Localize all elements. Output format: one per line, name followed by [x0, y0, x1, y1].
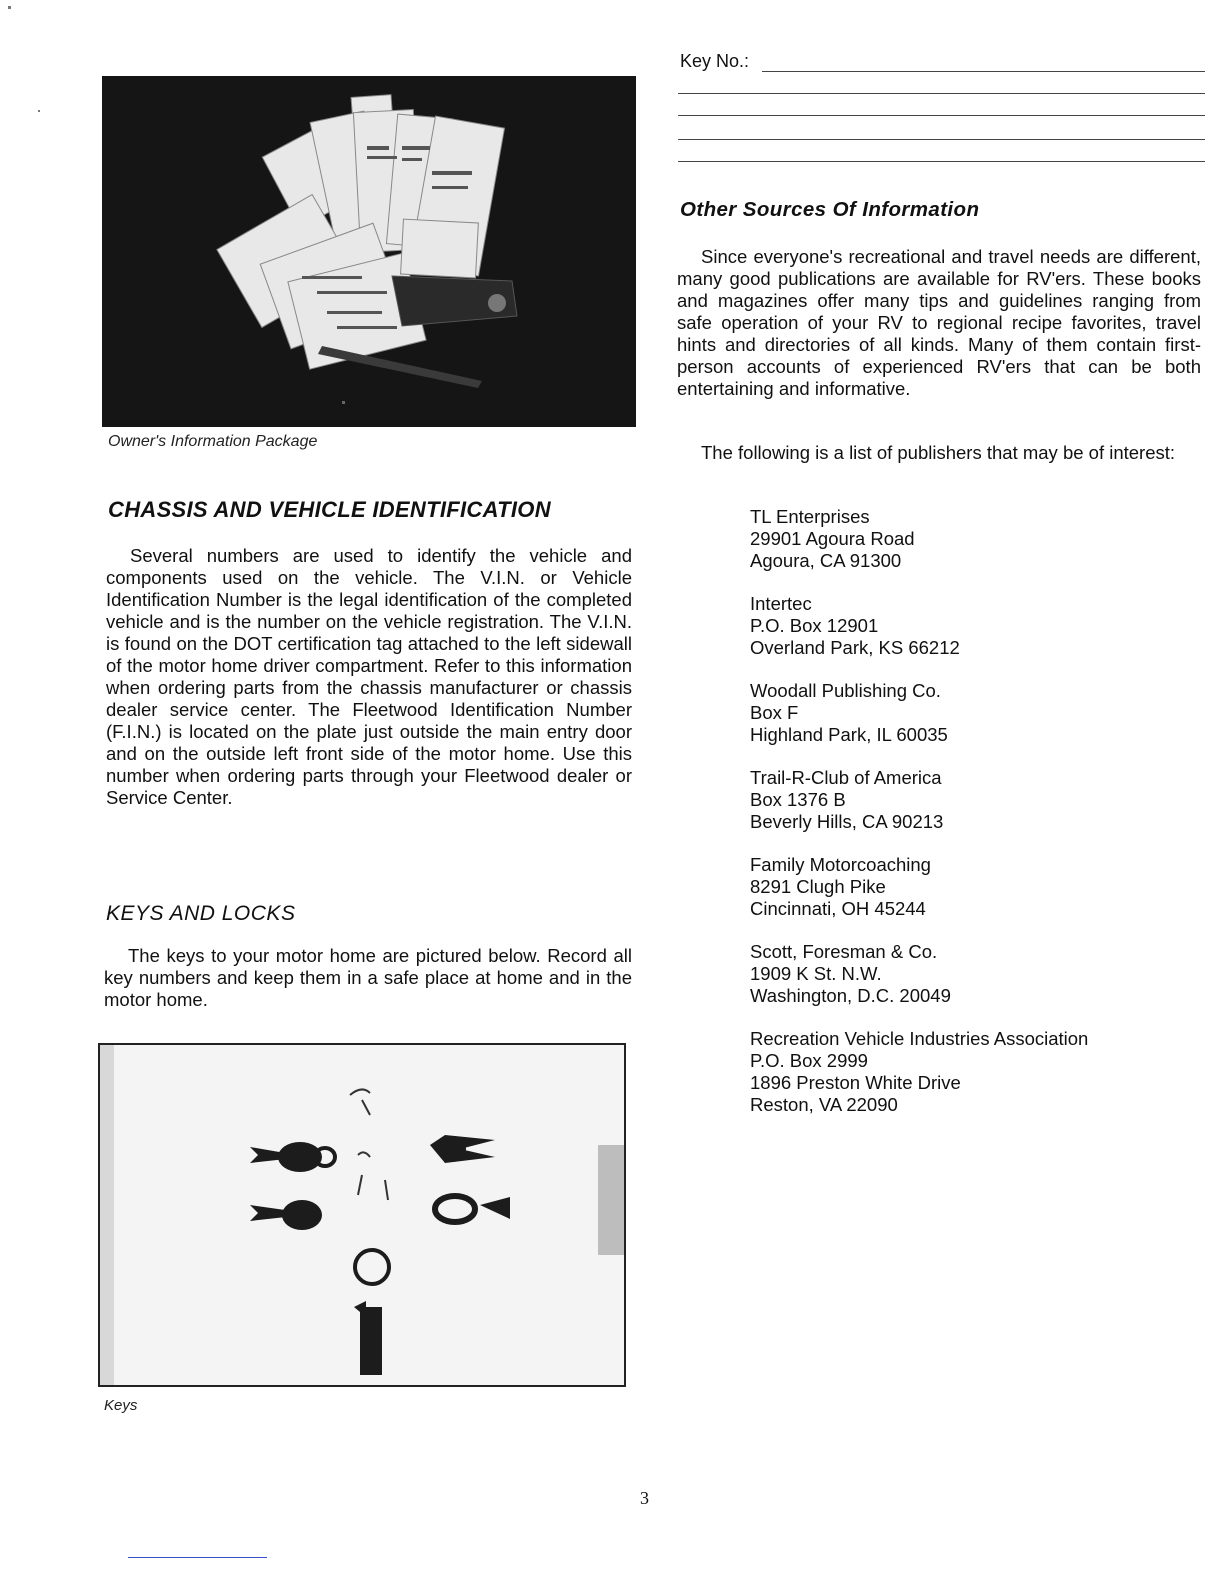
- publisher-address-line: 1909 K St. N.W.: [750, 963, 882, 984]
- publisher-address-line: P.O. Box 2999: [750, 1050, 868, 1071]
- chassis-identification-paragraph: Several numbers are used to identify the vehicle and components used on the vehicle. The V.I.N. or Vehicle Identification Number is the legal identification of the completed vehicle and is the number on the vehicle registration. The V.I.N. is found on the DOT certification tag attached to the left sidewall of the motor home driver compartment. Refer to this information when ordering parts from the chassis manufacturer or chassis dealer service center. The Fleetwood Identification Number (F.I.N.) is located on the plate just outside the main entry door and on the outside left front side of the motor home. Use this number when ordering parts through your Fleetwood dealer or Service Center.: [106, 545, 632, 808]
- keys-photo-caption: Keys: [104, 1397, 138, 1414]
- key-number-line[interactable]: [678, 138, 1205, 140]
- publisher-entry: [750, 941, 1200, 1007]
- publisher-address-line: Washington, D.C. 20049: [750, 985, 951, 1006]
- key-number-line[interactable]: [762, 70, 1205, 72]
- keys-and-locks-title: KEYS AND LOCKS: [106, 902, 296, 925]
- scan-speck: [38, 110, 40, 112]
- scan-speck: [8, 6, 11, 9]
- publisher-entry: [750, 593, 1200, 659]
- publisher-address-line: Beverly Hills, CA 90213: [750, 811, 944, 832]
- publisher-address-line: 29901 Agoura Road: [750, 528, 915, 549]
- keys-illustration: [100, 1045, 624, 1385]
- publisher-address-line: Overland Park, KS 66212: [750, 637, 960, 658]
- publisher-entry: [750, 854, 1200, 920]
- publisher-address-line: Agoura, CA 91300: [750, 550, 902, 571]
- publisher-name: Trail-R-Club of America: [750, 767, 942, 788]
- publisher-address-line: Reston, VA 22090: [750, 1094, 898, 1115]
- owners-information-package-photo: [102, 76, 636, 427]
- publisher-name: Intertec: [750, 593, 812, 614]
- publisher-address-line: Highland Park, IL 60035: [750, 724, 948, 745]
- chassis-identification-title: CHASSIS AND VEHICLE IDENTIFICATION: [108, 497, 551, 522]
- publisher-entry: [750, 506, 1200, 572]
- publisher-name: Woodall Publishing Co.: [750, 680, 941, 701]
- documents-illustration: [102, 76, 636, 427]
- publishers-list: [750, 506, 1200, 1137]
- key-number-label: Key No.:: [680, 51, 750, 71]
- publisher-address-line: 1896 Preston White Drive: [750, 1072, 961, 1093]
- key-number-line[interactable]: [678, 114, 1205, 116]
- publisher-name: Scott, Foresman & Co.: [750, 941, 938, 962]
- publisher-entry: [750, 767, 1200, 833]
- publisher-address-line: Cincinnati, OH 45244: [750, 898, 926, 919]
- keys-and-locks-paragraph: The keys to your motor home are pictured below. Record all key numbers and keep them in a safe place at home and in the motor home.: [104, 945, 632, 1010]
- publisher-name: Recreation Vehicle Industries Association: [750, 1028, 1089, 1049]
- publishers-intro-paragraph: The following is a list of publishers that may be of interest:: [701, 442, 1176, 463]
- publisher-entry: [750, 680, 1200, 746]
- page-number: 3: [640, 1488, 649, 1508]
- publisher-address-line: Box F: [750, 702, 799, 723]
- other-sources-title: Other Sources Of Information: [680, 198, 980, 221]
- keys-photo: [98, 1043, 626, 1387]
- key-number-line[interactable]: [678, 92, 1205, 94]
- publisher-entry: [750, 1028, 1200, 1116]
- publisher-address-line: Box 1376 B: [750, 789, 846, 810]
- footer-rule: [128, 1557, 267, 1558]
- key-number-line[interactable]: [678, 160, 1205, 162]
- publisher-address-line: P.O. Box 12901: [750, 615, 879, 636]
- other-sources-paragraph: Since everyone's recreational and travel needs are different, many good publications are available for RV'ers. These books and magazines offer many tips and guidelines ranging from safe operation of your RV to regional recipe favorites, travel hints and directories of all kinds. Many of them contain first-person accounts of experienced RV'ers that can be both entertaining and informative.: [677, 246, 1201, 399]
- publisher-name: Family Motorcoaching: [750, 854, 931, 875]
- publisher-name: TL Enterprises: [750, 506, 870, 527]
- owners-information-package-caption: Owner's Information Package: [108, 433, 318, 450]
- publisher-address-line: 8291 Clugh Pike: [750, 876, 886, 897]
